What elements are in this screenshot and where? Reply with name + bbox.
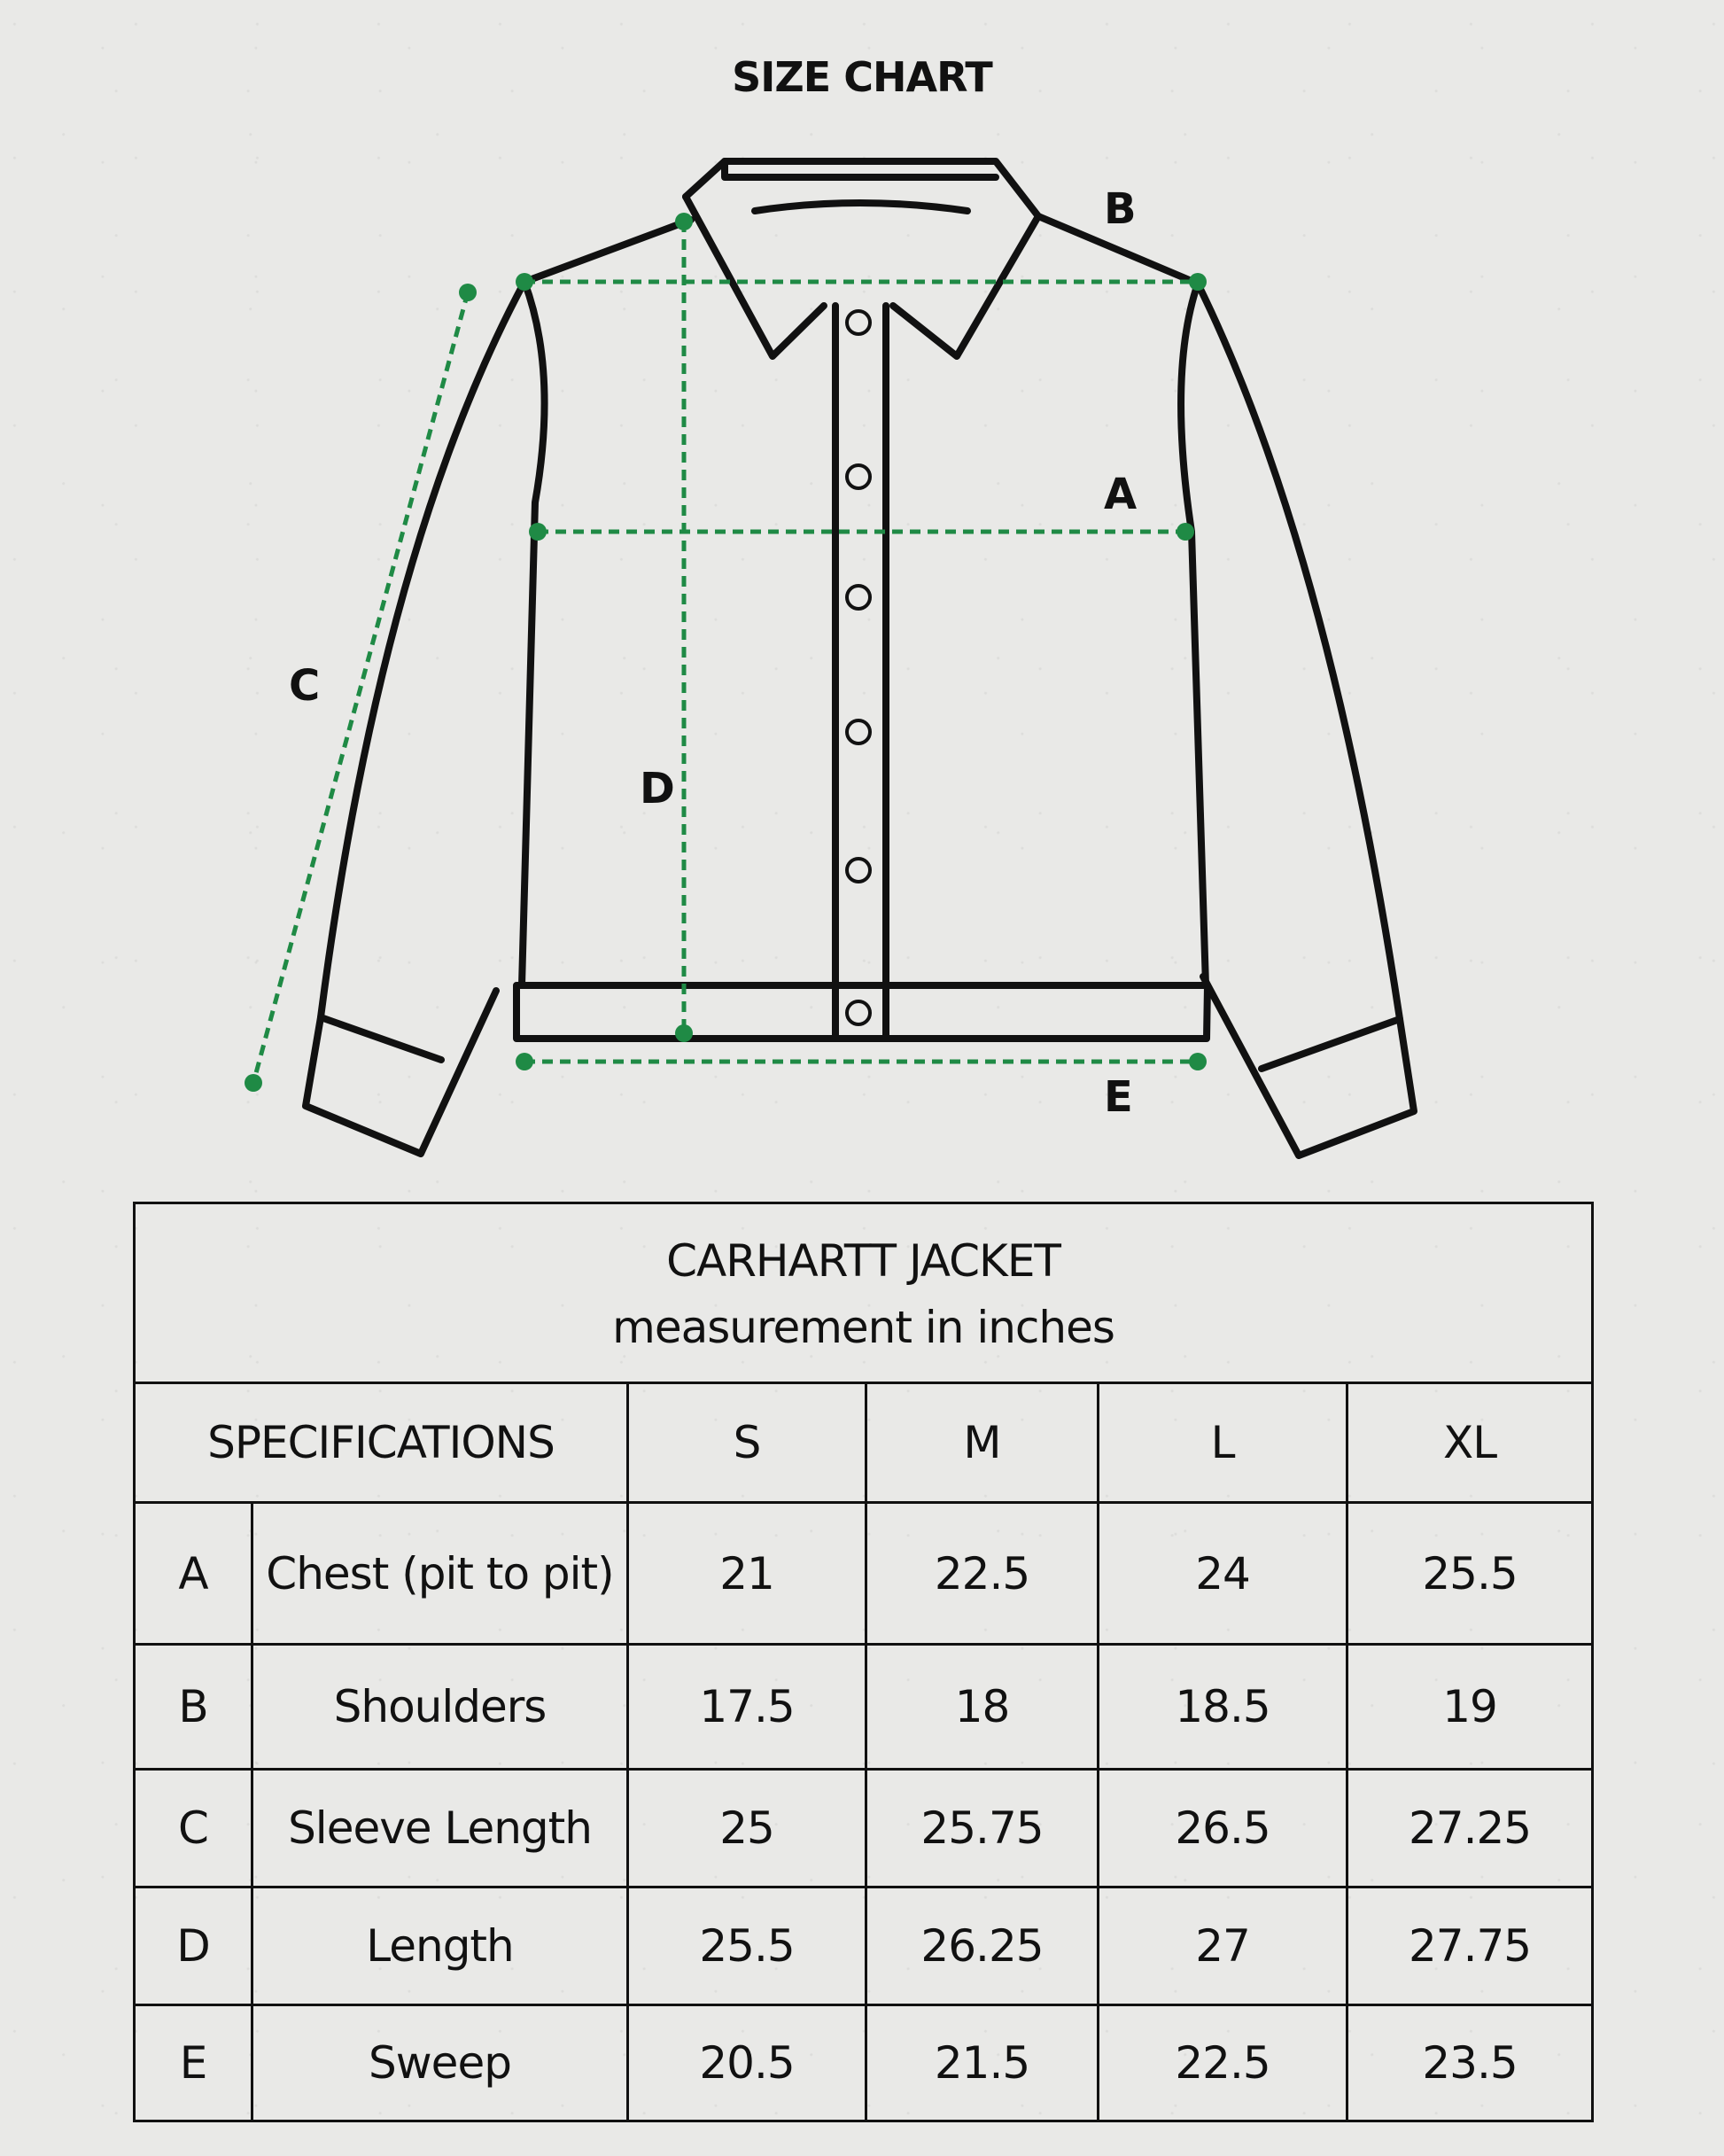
table-cell: 23.5 xyxy=(1347,2005,1593,2121)
row-code: D xyxy=(135,1887,252,2005)
button-1 xyxy=(847,311,870,334)
table-row xyxy=(135,1887,1593,2005)
row-code: E xyxy=(135,2005,252,2121)
table-cell: 17.5 xyxy=(628,1645,866,1770)
placket xyxy=(835,306,886,1039)
table-cell: 21.5 xyxy=(866,2005,1099,2121)
table-row xyxy=(135,1503,1593,1645)
label-b: B xyxy=(1104,184,1137,234)
measure-point xyxy=(529,523,547,541)
left-shoulder-line xyxy=(524,220,691,282)
row-name: Sweep xyxy=(252,2005,628,2121)
table-caption-title: CARHARTT JACKET xyxy=(666,1235,1060,1287)
table-cell: 22.5 xyxy=(1099,2005,1347,2121)
measure-point xyxy=(1189,1053,1207,1070)
row-name: Length xyxy=(252,1887,628,2005)
measure-point xyxy=(516,273,533,291)
measure-point xyxy=(245,1074,262,1092)
waistband xyxy=(516,985,1208,1039)
size-header: M xyxy=(866,1383,1099,1503)
table-cell: 18 xyxy=(866,1645,1099,1770)
table-cell: 18.5 xyxy=(1099,1645,1347,1770)
row-name: Chest (pit to pit) xyxy=(252,1503,628,1645)
table-cell: 25 xyxy=(628,1770,866,1887)
table-caption xyxy=(135,1203,1593,1383)
size-table xyxy=(133,1202,1594,2122)
row-code: A xyxy=(135,1503,252,1645)
table-cell: 25.75 xyxy=(866,1770,1099,1887)
buttons xyxy=(847,311,870,1024)
measure-point xyxy=(516,1053,533,1070)
table-cell: 26.5 xyxy=(1099,1770,1347,1887)
collar-inner xyxy=(755,203,967,211)
table-cell: 24 xyxy=(1099,1503,1347,1645)
table-cell: 25.5 xyxy=(1347,1503,1593,1645)
right-cuff-line xyxy=(1262,1019,1400,1069)
table-caption-subtitle: measurement in inches xyxy=(612,1302,1114,1353)
table-cell: 21 xyxy=(628,1503,866,1645)
measure-point xyxy=(1189,273,1207,291)
button-6 xyxy=(847,1001,870,1024)
button-3 xyxy=(847,586,870,609)
row-code: B xyxy=(135,1645,252,1770)
measure-line-c xyxy=(253,292,468,1083)
size-header: L xyxy=(1099,1383,1347,1503)
table-cell: 27.75 xyxy=(1347,1887,1593,2005)
row-code: C xyxy=(135,1770,252,1887)
label-c: C xyxy=(289,661,321,711)
label-d: D xyxy=(640,764,675,813)
size-header: XL xyxy=(1347,1383,1593,1503)
measure-point xyxy=(459,284,477,301)
table-cell: 26.25 xyxy=(866,1887,1099,2005)
table-cell: 19 xyxy=(1347,1645,1593,1770)
table-cell: 20.5 xyxy=(628,2005,866,2121)
button-5 xyxy=(847,859,870,882)
table-header-row xyxy=(135,1383,1593,1503)
table-cell: 27 xyxy=(1099,1887,1347,2005)
table-row xyxy=(135,1770,1593,1887)
label-e: E xyxy=(1104,1072,1133,1122)
measure-point xyxy=(1177,523,1194,541)
table-row xyxy=(135,2005,1593,2121)
collar-left xyxy=(686,197,824,356)
spec-header: SPECIFICATIONS xyxy=(135,1383,628,1503)
measure-point xyxy=(675,213,693,230)
page-title: SIZE CHART xyxy=(732,53,992,101)
size-header: S xyxy=(628,1383,866,1503)
table-row xyxy=(135,1645,1593,1770)
button-2 xyxy=(847,465,870,488)
measure-point xyxy=(675,1024,693,1042)
table-cell: 25.5 xyxy=(628,1887,866,2005)
row-name: Sleeve Length xyxy=(252,1770,628,1887)
table-cell: 27.25 xyxy=(1347,1770,1593,1887)
row-name: Shoulders xyxy=(252,1645,628,1770)
collar-outer xyxy=(686,161,1038,356)
table-cell: 22.5 xyxy=(866,1503,1099,1645)
button-4 xyxy=(847,720,870,743)
label-a: A xyxy=(1104,470,1138,519)
left-cuff-line xyxy=(321,1017,441,1060)
